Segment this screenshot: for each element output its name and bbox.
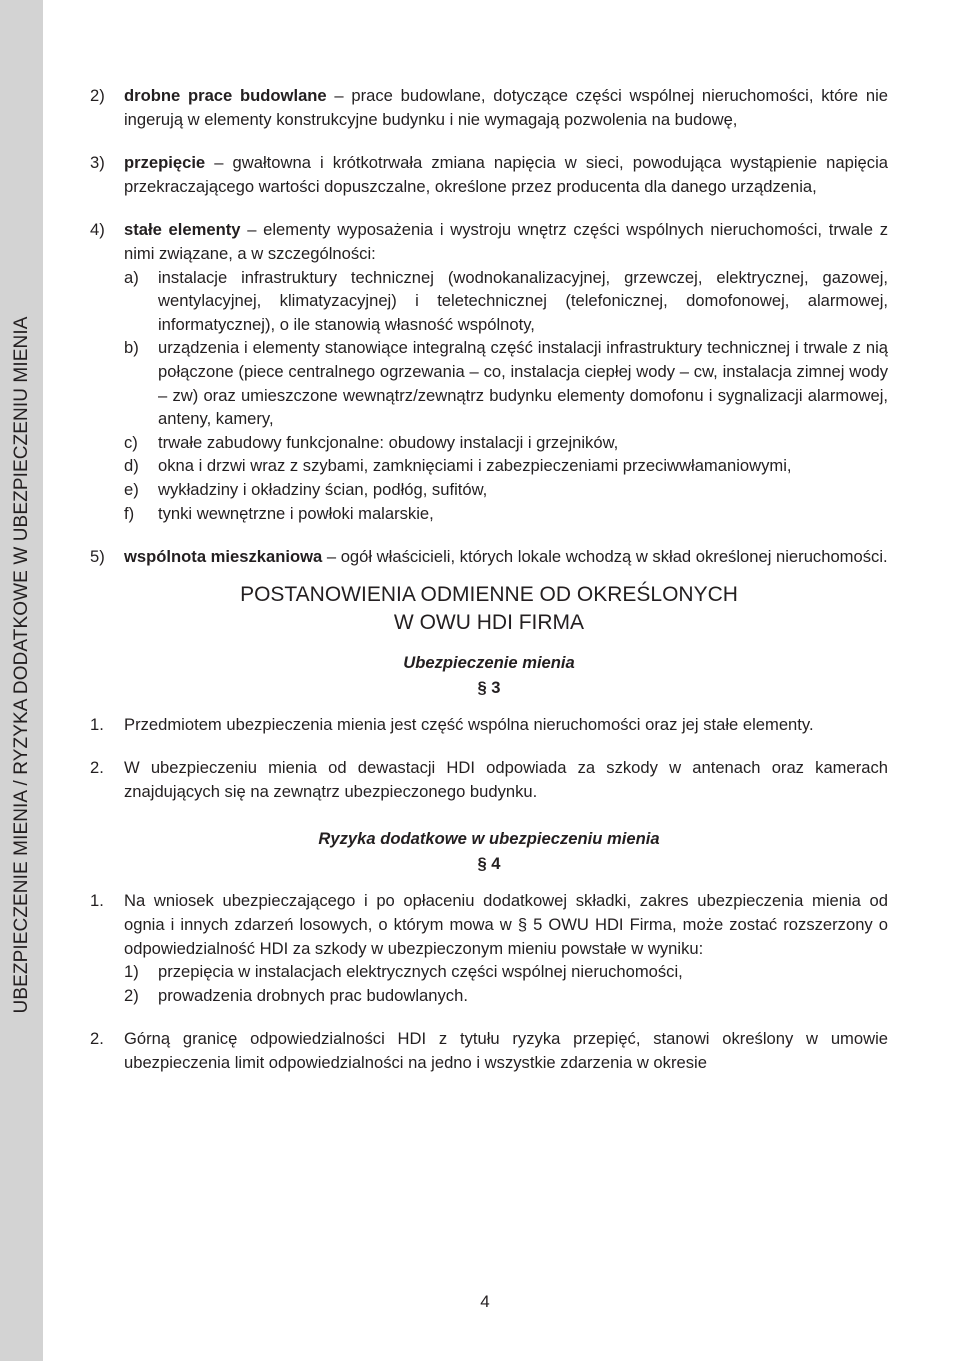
item-number: 4) [90,220,105,240]
definition-item [90,545,888,569]
sub-item-label: e) [124,479,139,499]
definition-item [90,84,888,131]
definition-term: przepięcie [124,153,206,173]
item-body [124,84,888,131]
section-heading-line: POSTANOWIENIA ODMIENNE OD OKREŚLONYCH [240,582,738,606]
item-body [124,151,888,198]
side-band [0,0,43,1361]
sub-item-label: 1) [124,962,139,982]
definition-term: stałe elementy [124,220,241,240]
numbered-item [90,1027,888,1074]
item-body [124,889,888,1007]
definition-text: – prace budowlane, dotyczące części wspólnej nieruchomości, które nie ingerują w elementy konstrukcyjne budynku i nie wymagają pozwolenia na budowę, [124,86,888,129]
definition-intro [124,218,888,265]
sub-item-text: prowadzenia drobnych prac budowlanych. [158,985,468,1005]
paragraph-mark: § 3 [477,677,501,697]
numbered-item [90,713,888,737]
sub-list-item [124,266,888,337]
definition-text: – elementy wyposażenia i wystroju wnętrz części wspólnych nieruchomości, trwale z nimi związane, a w szczególności: [124,220,889,263]
sub-item-label: f) [124,503,135,523]
item-body [124,545,888,569]
definition-term: wspólnota mieszkaniowa [124,547,323,567]
sub-item-text: instalacje infrastruktury technicznej (wodnokanalizacyjnej, grzewczej, elektrycznej, gazowej, wentylacyjnej, klimatyzacyjnej) i teletechnicznej (telefonicznej, domofonowej, alarmowej, informatycznej), o ile stanowią własność wspólnoty, [158,267,888,334]
item-text: Na wniosek ubezpieczającego i po opłaceniu dodatkowej składki, zakres ubezpieczenia mienia od ognia i innych zdarzeń losowych, o którym mowa w § 5 OWU HDI Firma, może zostać rozszerzony o odpowiedzialność HDI za szkody w ubezpieczonym mieniu powstałe w wyniku: [124,891,888,958]
definition-item [90,151,888,198]
item-number: 2. [90,1029,104,1049]
subsection-title: Ryzyka dodatkowe w ubezpieczeniu mienia [318,829,660,849]
subsection-title: Ubezpieczenie mienia [403,652,575,672]
item-number: 1. [90,714,104,734]
sub-item-text: urządzenia i elementy stanowiące integralną część instalacji infrastruktury technicznej i trwale z nią połączone (piece centralnego ogrzewania – co, instalacja ciepłej wody – cw, instalacja zimnej wody – zw) oraz umieszczone wewnątrz/zewnątrz budynku elementy domofonu i sygnalizacji alarmowej, anteny, kamery, [158,338,888,429]
sub-list-item [124,984,888,1008]
sub-list-item [124,336,888,430]
definition-text: – ogół właścicieli, których lokale wchodzą w skład określonej nieruchomości. [322,547,888,567]
page-content [90,84,888,1095]
sub-list-item [124,502,888,526]
sub-item-text: trwałe zabudowy funkcjonalne: obudowy instalacji i grzejników, [158,432,619,452]
sub-item-label: c) [124,432,138,452]
definition-item [90,218,888,525]
sub-list-item [124,454,888,478]
item-text: Górną granicę odpowiedzialności HDI z tytułu ryzyka przepięć, stanowi określony w umowie ubezpieczenia limit odpowiedzialności na jedno i wszystkie zdarzenia w okresie [124,1029,888,1073]
section-heading-line: W OWU HDI FIRMA [393,610,585,634]
item-number: 2. [90,758,104,778]
sub-item-label: a) [124,267,139,287]
sub-item-text: okna i drzwi wraz z szybami, zamknięciami i zabezpieczeniami przeciwwłamaniowymi, [158,456,792,476]
numbered-item [90,889,888,1007]
item-number: 2) [90,86,105,105]
sub-item-label: d) [124,456,139,476]
item-text: Przedmiotem ubezpieczenia mienia jest część wspólna nieruchomości oraz jej stałe elementy. [124,714,814,734]
sub-item-text: wykładziny i okładziny ścian, podłóg, sufitów, [158,479,488,499]
side-section-title: UBEZPIECZENIE MIENIA / RYZYKA DODATKOWE W UBEZPIECZENIU MIENIA [11,316,32,1014]
item-number: 5) [90,547,105,567]
sub-item-text: tynki wewnętrzne i powłoki malarskie, [158,503,434,523]
sub-item-label: b) [124,338,139,358]
numbered-item [90,756,888,803]
paragraph-mark: § 4 [477,854,501,874]
page-number: 4 [480,1292,490,1311]
sub-item-label: 2) [124,985,139,1005]
item-number: 3) [90,153,105,173]
item-body [124,218,888,525]
item-number: 1. [90,891,104,911]
sub-list-item [124,478,888,502]
sub-list-item [124,960,888,984]
sub-item-text: przepięcia w instalacjach elektrycznych części wspólnej nieruchomości, [158,962,683,982]
section-heading [90,581,888,637]
item-text: W ubezpieczeniu mienia od dewastacji HDI odpowiada za szkody w antenach oraz kamerach znajdujących się na zewnątrz ubezpieczonego budynku. [124,758,888,801]
definition-term: drobne prace budowlane [124,86,327,105]
sub-list-item [124,431,888,455]
definition-text: – gwałtowna i krótkotrwała zmiana napięcia w sieci, powodująca wystąpienie napięcia przekraczającego wartości dopuszczalne, określone przez producenta dla danego urządzenia, [124,153,888,196]
